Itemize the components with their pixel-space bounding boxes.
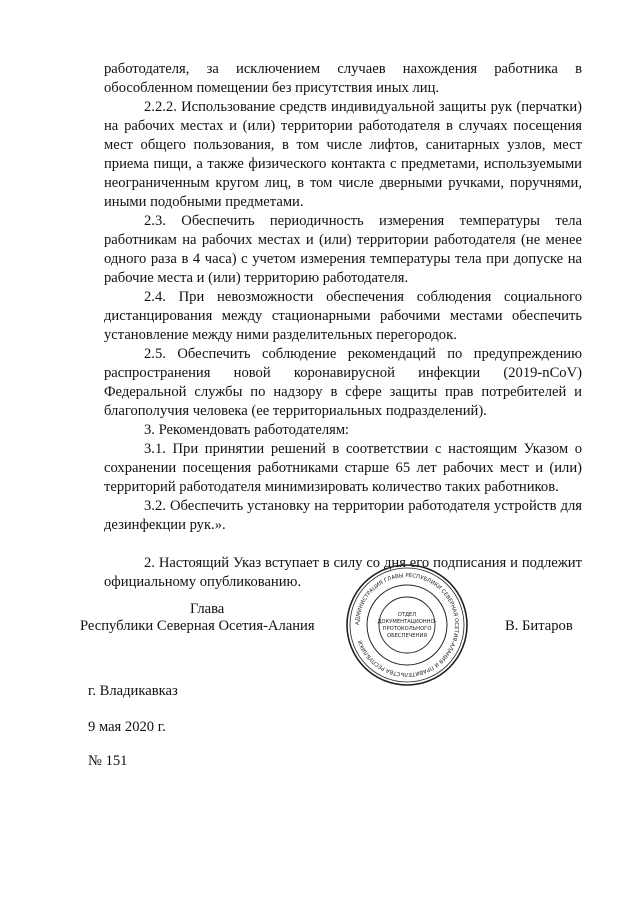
body-paragraph: 2.5. Обеспечить соблюдение рекомендаций по предупреждению распространения новой коронавирусной инфекции (2019-nCoV) Федеральной службы по надзору в сфере защиты прав потребителей и благополучия человека (ее территориальных подразделений).: [104, 346, 582, 419]
seal-center-line: ДОКУМЕНТАЦИОННО-: [377, 619, 437, 625]
body-paragraph: 2. Настоящий Указ вступает в силу со дня его подписания и подлежит официальному опубликованию.: [104, 555, 582, 590]
body-paragraph: 3.2. Обеспечить установку на территории работодателя устройств для дезинфекции рук.».: [104, 498, 582, 533]
body-paragraph: 2.3. Обеспечить периодичность измерения температуры тела работникам на рабочих местах и (или) территории работодателя (не менее одного раза в 4 часа) с учетом измерения температуры тела при допуске на рабочие места и (или) территорию работодателя.: [104, 213, 582, 286]
body-paragraph: работодателя, за исключением случаев нахождения работника в обособленном помещении без присутствия иных лиц.: [104, 61, 582, 96]
seal-center-line: ПРОТОКОЛЬНОГО: [382, 626, 432, 632]
document-number: № 151: [88, 753, 128, 769]
body-paragraph: 2.2.2. Использование средств индивидуальной защиты рук (перчатки) на рабочих местах и (или) территории работодателя в случаях посещения мест общего пользования, в том числе лифтов, санитарных узлов, мест приема пищи, а также физического контакта с предметами, используемыми неограниченным кругом лиц, в том числе дверными ручками, поручнями, иными подобными предметами.: [104, 99, 582, 210]
signature-title: Глава: [190, 601, 225, 617]
seal-ring-text: АДМИНИСТРАЦИЯ ГЛАВЫ РЕСПУБЛИКИ СЕВЕРНАЯ ОСЕТИЯ-АЛАНИЯ И ПРАВИТЕЛЬСТВА РЕСПУБЛИКИ: [354, 572, 460, 678]
seal-center-line: ОТДЕЛ: [397, 612, 417, 618]
seal-center-line: ОБЕСПЕЧЕНИЯ: [387, 633, 427, 639]
body-paragraph: 3. Рекомендовать работодателям:: [144, 422, 350, 438]
body-paragraph: 3.1. При принятии решений в соответствии с настоящим Указом о сохранении посещения работниками старше 65 лет рабочих мест и (или) территорий работодателя минимизировать количество таких работников.: [104, 441, 582, 495]
document-place: г. Владикавказ: [88, 683, 178, 699]
signature-organization: Республики Северная Осетия-Алания: [80, 618, 315, 634]
signature-name: В. Битаров: [505, 618, 573, 634]
official-seal: [345, 563, 469, 687]
body-paragraph: 2.4. При невозможности обеспечения соблюдения социального дистанцирования между стационарными рабочими местами обеспечить установление между ними разделительных перегородок.: [104, 289, 582, 343]
decree-body: [104, 60, 582, 592]
document-date: 9 мая 2020 г.: [88, 719, 166, 735]
